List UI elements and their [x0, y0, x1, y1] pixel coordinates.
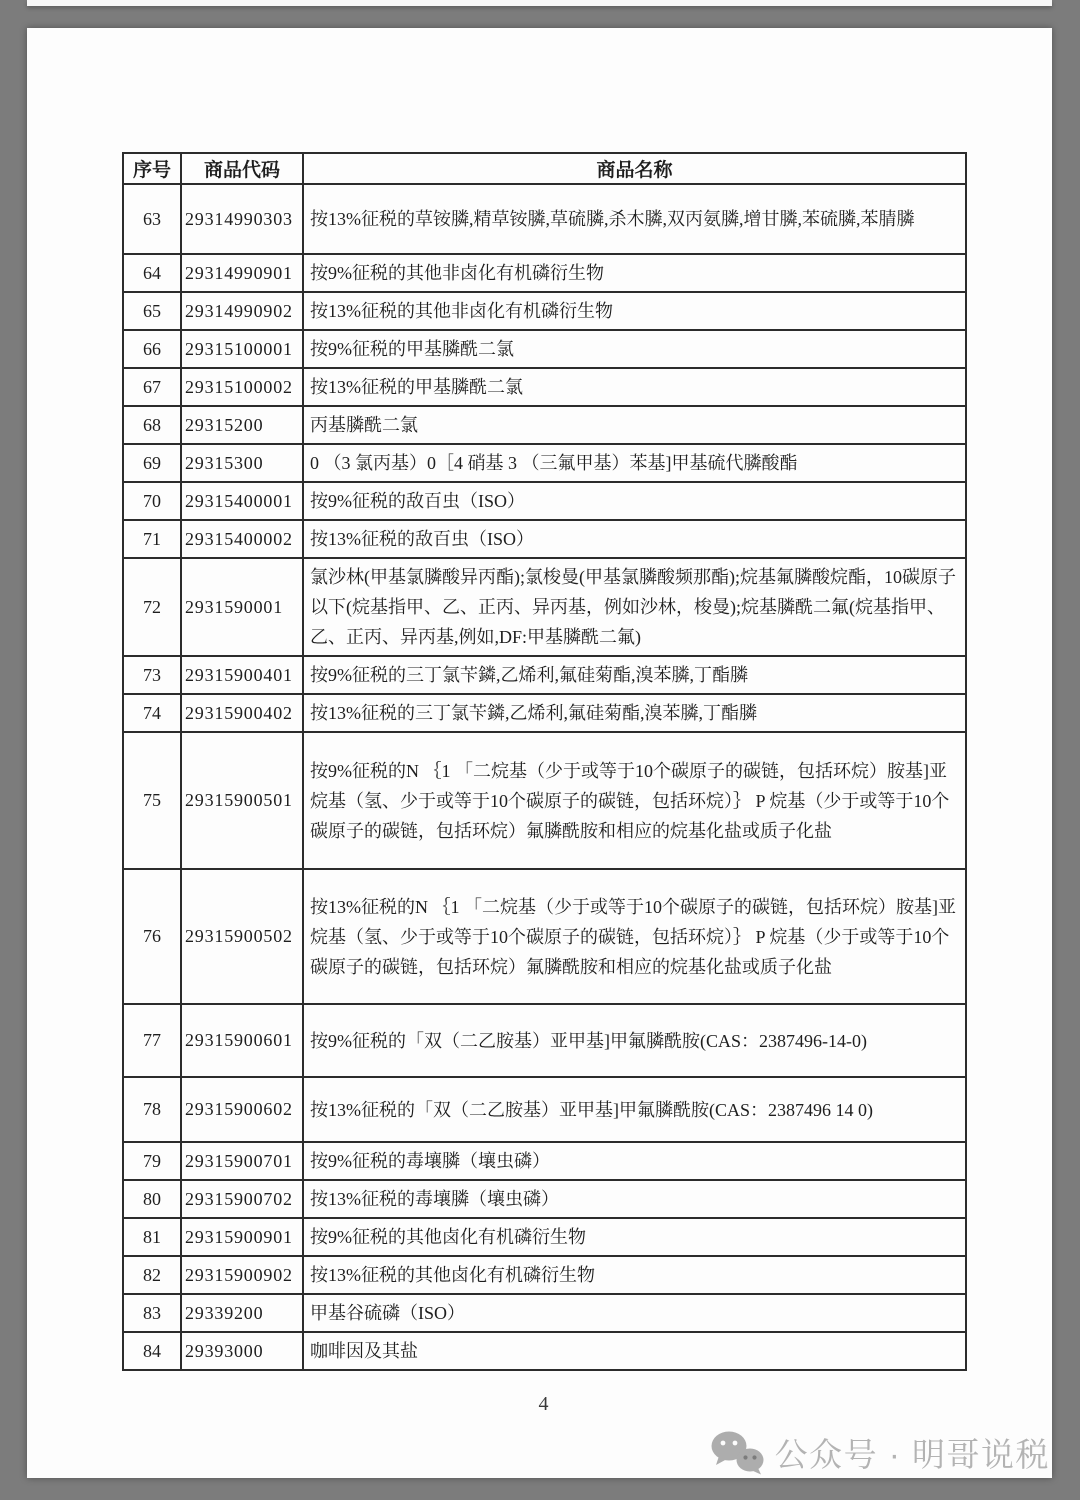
cell-serial: 81: [123, 1218, 181, 1256]
cell-code: 29315900601: [181, 1004, 303, 1077]
wechat-icon: [710, 1431, 766, 1475]
cell-serial: 76: [123, 869, 181, 1004]
table-row: [123, 292, 966, 330]
page-number: 4: [538, 1393, 549, 1415]
table-row: [123, 1218, 966, 1256]
table-row: [123, 330, 966, 368]
cell-code: 29315400001: [181, 482, 303, 520]
cell-serial: 64: [123, 254, 181, 292]
cell-serial: 77: [123, 1004, 181, 1077]
cell-serial: 82: [123, 1256, 181, 1294]
cell-name: 按9%征税的「双（二乙胺基）亚甲基]甲氟膦酰胺(CAS：2387496-14-0): [303, 1004, 966, 1077]
cell-code: 29339200: [181, 1294, 303, 1332]
col-header-name: 商品名称: [303, 153, 966, 184]
cell-name: 按9%征税的N ｛1 「二烷基（少于或等于10个碳原子的碳链，包括环烷）胺基]亚烷基（氢、少于或等于10个碳原子的碳链，包括环烷）｝ P 烷基（少于或等于10个碳原子的碳链，包括环烷）氟膦酰胺和相应的烷基化盐或质子化盐: [303, 732, 966, 869]
cell-name: 按9%征税的其他卤化有机磷衍生物: [303, 1218, 966, 1256]
cell-serial: 69: [123, 444, 181, 482]
cell-serial: 83: [123, 1294, 181, 1332]
cell-code: 29315200: [181, 406, 303, 444]
cell-name: 按13%征税的敌百虫（ISO）: [303, 520, 966, 558]
cell-name: 氯沙林(甲基氯膦酸异丙酯);氯梭曼(甲基氯膦酸频那酯);烷基氟膦酸烷酯，10碳原子以下(烷基指甲、乙、正丙、异丙基，例如沙林，梭曼);烷基膦酰二氟(烷基指甲、乙、正丙、异丙基,例如,DF:甲基膦酰二氟): [303, 558, 966, 656]
table-row: [123, 694, 966, 732]
table-header-row: [123, 153, 966, 184]
document-page: [27, 28, 1052, 1478]
table-row: [123, 482, 966, 520]
cell-name: 按13%征税的「双（二乙胺基）亚甲基]甲氟膦酰胺(CAS：2387496 14 0): [303, 1077, 966, 1142]
cell-serial: 79: [123, 1142, 181, 1180]
table-row: [123, 1077, 966, 1142]
cell-name: 按13%征税的其他非卤化有机磷衍生物: [303, 292, 966, 330]
table-row: [123, 1004, 966, 1077]
cell-serial: 67: [123, 368, 181, 406]
cell-code: 29315900402: [181, 694, 303, 732]
cell-code: 29314990901: [181, 254, 303, 292]
cell-serial: 74: [123, 694, 181, 732]
table-row: [123, 1142, 966, 1180]
previous-page-edge: [27, 0, 1052, 6]
table-row: [123, 184, 966, 254]
cell-serial: 70: [123, 482, 181, 520]
watermark: [710, 1429, 1050, 1476]
cell-name: 按13%征税的三丁氯苄鏻,乙烯利,氟硅菊酯,溴苯膦,丁酯膦: [303, 694, 966, 732]
cell-code: 29315900902: [181, 1256, 303, 1294]
table-row: [123, 558, 966, 656]
cell-code: 29315900501: [181, 732, 303, 869]
cell-name: 甲基谷硫磷（ISO）: [303, 1294, 966, 1332]
cell-code: 29315900701: [181, 1142, 303, 1180]
cell-name: 按9%征税的毒壤膦（壤虫磷）: [303, 1142, 966, 1180]
table-row: [123, 1332, 966, 1370]
cell-code: 29315400002: [181, 520, 303, 558]
cell-serial: 80: [123, 1180, 181, 1218]
commodity-table: [122, 152, 967, 1371]
cell-serial: 75: [123, 732, 181, 869]
table-row: [123, 520, 966, 558]
cell-code: 29315100002: [181, 368, 303, 406]
cell-name: 按13%征税的其他卤化有机磷衍生物: [303, 1256, 966, 1294]
table-row: [123, 406, 966, 444]
cell-serial: 68: [123, 406, 181, 444]
cell-name: 咖啡因及其盐: [303, 1332, 966, 1370]
table-row: [123, 444, 966, 482]
cell-serial: 71: [123, 520, 181, 558]
cell-name: 0 （3 氯丙基）0［4 硝基 3 （三氟甲基）苯基]甲基硫代膦酸酯: [303, 444, 966, 482]
cell-name: 按13%征税的毒壤膦（壤虫磷）: [303, 1180, 966, 1218]
table-row: [123, 1294, 966, 1332]
cell-code: 29315900702: [181, 1180, 303, 1218]
table-row: [123, 368, 966, 406]
cell-code: 29314990902: [181, 292, 303, 330]
cell-name: 丙基膦酰二氯: [303, 406, 966, 444]
table-row: [123, 1256, 966, 1294]
cell-code: 29314990303: [181, 184, 303, 254]
cell-serial: 84: [123, 1332, 181, 1370]
cell-name: 按9%征税的敌百虫（ISO）: [303, 482, 966, 520]
cell-serial: 73: [123, 656, 181, 694]
cell-name: 按13%征税的N ｛1 「二烷基（少于或等于10个碳原子的碳链，包括环烷）胺基]亚烷基（氢、少于或等于10个碳原子的碳链，包括环烷）｝ P 烷基（少于或等于10个碳原子的碳链，包括环烷）氟膦酰胺和相应的烷基化盐或质子化盐: [303, 869, 966, 1004]
table-row: [123, 869, 966, 1004]
table-row: [123, 254, 966, 292]
cell-code: 29315300: [181, 444, 303, 482]
table-row: [123, 732, 966, 869]
cell-name: 按13%征税的草铵膦,精草铵膦,草硫膦,杀木膦,双丙氨膦,增甘膦,苯硫膦,苯腈膦: [303, 184, 966, 254]
cell-code: 29315100001: [181, 330, 303, 368]
cell-name: 按9%征税的三丁氯苄鏻,乙烯利,氟硅菊酯,溴苯膦,丁酯膦: [303, 656, 966, 694]
cell-name: 按9%征税的甲基膦酰二氯: [303, 330, 966, 368]
cell-name: 按13%征税的甲基膦酰二氯: [303, 368, 966, 406]
cell-serial: 65: [123, 292, 181, 330]
cell-code: 2931590001: [181, 558, 303, 656]
cell-name: 按9%征税的其他非卤化有机磷衍生物: [303, 254, 966, 292]
col-header-code: 商品代码: [181, 153, 303, 184]
cell-code: 29315900401: [181, 656, 303, 694]
cell-serial: 63: [123, 184, 181, 254]
watermark-text: 公众号 · 明哥说税: [774, 1436, 1050, 1473]
cell-code: 29315900901: [181, 1218, 303, 1256]
cell-serial: 78: [123, 1077, 181, 1142]
table-row: [123, 1180, 966, 1218]
cell-code: 29315900502: [181, 869, 303, 1004]
cell-code: 29315900602: [181, 1077, 303, 1142]
cell-code: 29393000: [181, 1332, 303, 1370]
col-header-serial: 序号: [123, 153, 181, 184]
cell-serial: 66: [123, 330, 181, 368]
cell-serial: 72: [123, 558, 181, 656]
table-body: [123, 184, 966, 1370]
table-row: [123, 656, 966, 694]
